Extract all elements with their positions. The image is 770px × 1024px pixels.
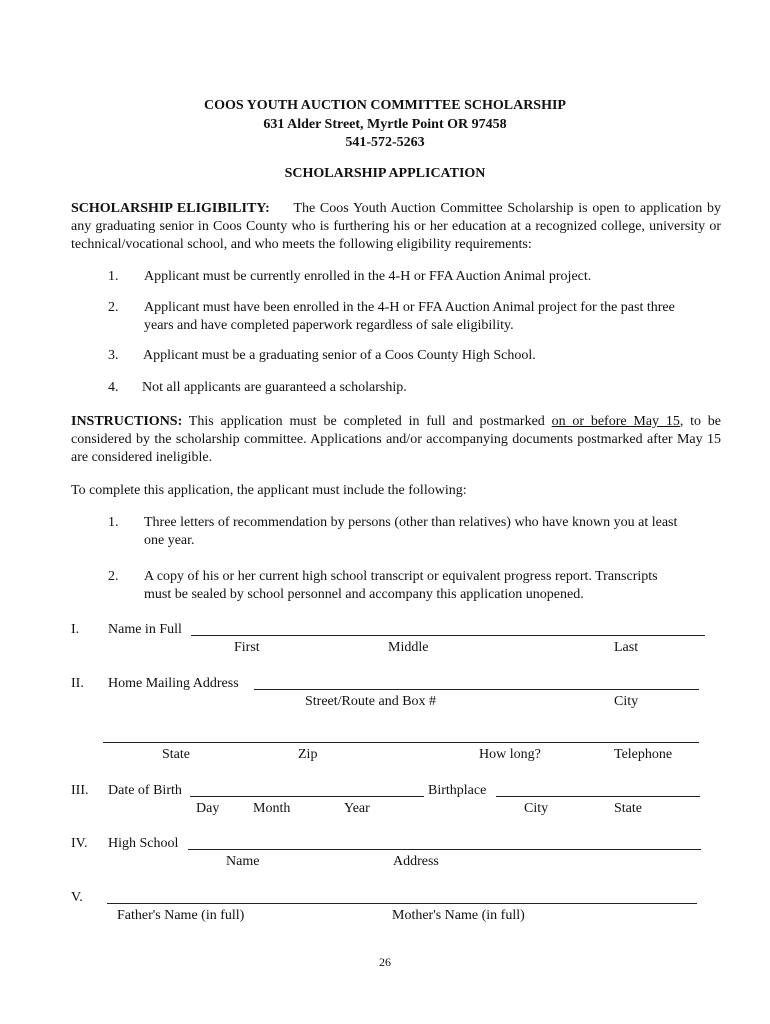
section-number: II. (71, 676, 84, 691)
list-item: Applicant must be currently enrolled in the 4-H or FFA Auction Animal project. (144, 269, 592, 284)
city-caption: City (614, 694, 639, 709)
list-item: Applicant must be a graduating senior of a Coos County High School. (143, 348, 536, 363)
school-address-caption: Address (393, 854, 439, 869)
list-item: Not all applicants are guaranteed a scholarship. (142, 380, 407, 395)
zip-caption: Zip (298, 747, 318, 762)
section-number: V. (71, 890, 83, 905)
month-caption: Month (253, 801, 291, 816)
address-label: Home Mailing Address (108, 676, 239, 691)
list-item-cont: must be sealed by school personnel and accompany this application unopened. (144, 587, 584, 602)
school-field[interactable] (188, 849, 701, 850)
name-first-caption: First (234, 640, 260, 655)
list-item-cont: years and have completed paperwork regardless of sale eligibility. (144, 318, 514, 333)
eligibility-paragraph (71, 200, 721, 254)
list-number: 3. (108, 348, 119, 363)
list-number: 1. (108, 269, 119, 284)
list-number: 1. (108, 515, 119, 530)
birthplace-field[interactable] (496, 796, 700, 797)
complete-intro: To complete this application, the applicant must include the following: (71, 483, 467, 498)
day-caption: Day (196, 801, 220, 816)
list-number: 2. (108, 569, 119, 584)
form-subtitle: SCHOLARSHIP APPLICATION (284, 166, 486, 181)
street-caption: Street/Route and Box # (305, 694, 437, 709)
how-long-caption: How long? (479, 747, 541, 762)
telephone-caption: Telephone (614, 747, 673, 762)
address-line-2-field[interactable] (103, 742, 699, 743)
eligibility-intro: The Coos Youth Auction Committee Scholarship is open to application by any graduating senior in Coos County who is furthering his or her education at a recognized college, university or technical/vocational school, and who meets the following eligibility requirements: (71, 201, 722, 252)
dob-label: Date of Birth (108, 783, 182, 798)
list-item: Applicant must have been enrolled in the 4-H or FFA Auction Animal project for the past three (144, 300, 675, 315)
org-address: 631 Alder Street, Myrtle Point OR 97458 (263, 117, 507, 132)
section-number: I. (71, 622, 80, 637)
list-item: A copy of his or her current high school transcript or equivalent progress report. Transcripts (144, 569, 658, 584)
dob-field[interactable] (190, 796, 424, 797)
name-middle-caption: Middle (388, 640, 429, 655)
list-number: 4. (108, 380, 119, 395)
list-item-cont: one year. (144, 533, 195, 548)
list-item: Three letters of recommendation by persons (other than relatives) who have known you at least (144, 515, 678, 530)
eligibility-heading: SCHOLARSHIP ELIGIBILITY: (71, 201, 270, 216)
org-phone: 541-572-5263 (345, 135, 425, 150)
school-name-caption: Name (226, 854, 260, 869)
name-field[interactable] (191, 635, 705, 636)
school-label: High School (108, 836, 179, 851)
father-caption: Father's Name (in full) (117, 908, 245, 923)
list-number: 2. (108, 300, 119, 315)
instructions-paragraph (71, 413, 721, 467)
year-caption: Year (344, 801, 370, 816)
instructions-text: This application must be completed in full and postmarked (188, 414, 545, 429)
birth-city-caption: City (524, 801, 549, 816)
parents-field[interactable] (107, 903, 697, 904)
section-number: IV. (71, 836, 88, 851)
instructions-text-rest: , to be considered by the scholarship committee. Applications and/or accompanying documents postmarked after May 15 are considered ineligible. (71, 414, 722, 465)
page-number: 26 (379, 955, 391, 969)
state-caption: State (162, 747, 190, 762)
birth-state-caption: State (614, 801, 642, 816)
form-title: COOS YOUTH AUCTION COMMITTEE SCHOLARSHIP (204, 98, 566, 113)
name-last-caption: Last (614, 640, 639, 655)
instructions-heading: INSTRUCTIONS: (71, 414, 183, 429)
deadline-text: on or before May 15 (551, 414, 680, 429)
name-label: Name in Full (108, 622, 182, 637)
address-field[interactable] (254, 689, 699, 690)
mother-caption: Mother's Name (in full) (392, 908, 525, 923)
birthplace-label: Birthplace (428, 783, 487, 798)
section-number: III. (71, 783, 89, 798)
